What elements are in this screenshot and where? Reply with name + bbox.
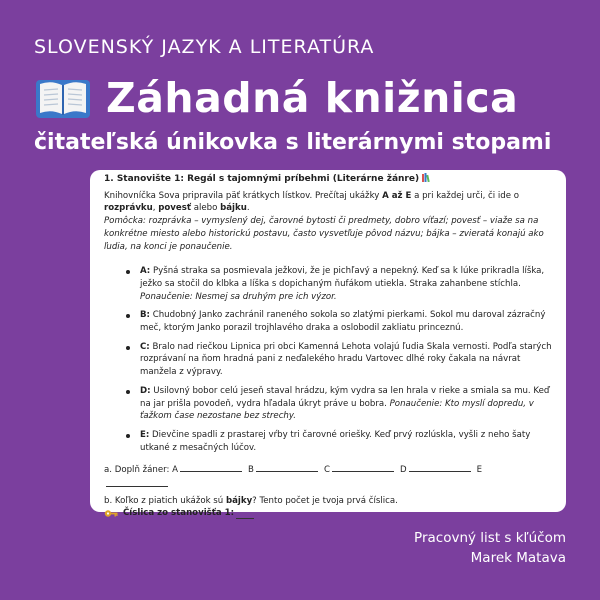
intro-part: Knihovníčka Sova pripravila päť krátkych lístkov. Prečítaj ukážky [104, 190, 383, 201]
genre-letter: E [476, 465, 483, 476]
item-letter: A: [140, 266, 151, 277]
list-item [104, 429, 552, 454]
genre-blank[interactable] [409, 462, 471, 472]
genre-blank[interactable] [256, 462, 318, 472]
item-text: Dievčine spadli z prastarej vŕby tri čarovné oriešky. Keď prvý rozlúskla, vyšli z neho šaty utkané z mesačných lúčov. [140, 429, 531, 453]
subject-label: SLOVENSKÝ JAZYK A LITERATÚRA [34, 36, 375, 58]
item-text: Bralo nad riečkou Lipnica pri obci Kamenná Lehota volajú ľudia Skala vernosti. Podľa starých rozprávaní na ňom hradná pani z neďalekého hradu Vartovec dlhé roky čakala na návrat manžela z výpravy. [140, 341, 552, 378]
genre-blank[interactable] [106, 477, 168, 487]
digit-blank[interactable] [236, 509, 254, 519]
page-subtitle: čitateľská únikovka s literárnymi stopami [34, 130, 552, 155]
item-letter: C: [140, 341, 150, 352]
list-item [104, 385, 552, 423]
excerpt-list [104, 265, 552, 454]
key-icon [104, 509, 118, 518]
task-a-label: a. Doplň žáner: [104, 465, 173, 476]
item-text: Usilovný bobor celú jeseň staval hrádzu, kým vydra sa len hrala v rieke a smiala sa mu. Keď na jar prišla povodeň, vydra hľadala úkryt práve u bobra. [140, 385, 550, 409]
genre-letter: D [399, 465, 407, 476]
item-text: Pyšná straka sa posmievala ježkovi, že je pichľavý a nepekný. Keď sa k lúke prikradla líška, ježko sa stočil do klbka a líška s dopichaným ňufákom utiekla. Straka zahanbene stíchla. [140, 266, 545, 289]
intro-part: alebo [190, 203, 221, 214]
intro-bold: povesť [158, 203, 191, 214]
genre-letter: B [248, 465, 254, 476]
task-b-part: b. Koľko z piatich ukážok sú [104, 495, 226, 506]
item-moral: Ponaučenie: Nesmej sa druhým pre ich výzor. [140, 291, 337, 302]
task-a [104, 462, 552, 491]
footer-author: Marek Matava [470, 550, 566, 566]
item-text: Chudobný Janko zachránil raneného sokola so zlatými pierkami. Sokol mu daroval zázračný meč, ktorým Janko porazil trojhlavého draka a oslobodil zakliatu princeznú. [140, 310, 546, 334]
list-item [104, 265, 552, 303]
list-item [104, 341, 552, 379]
item-letter: E: [140, 429, 150, 440]
list-item [104, 309, 552, 334]
intro-bold: rozprávku [104, 203, 153, 214]
books-icon [422, 173, 431, 182]
footer [414, 528, 566, 568]
genre-blank[interactable] [332, 462, 394, 472]
title-row [34, 74, 518, 122]
open-book-icon [34, 76, 92, 120]
intro-bold: bájku [220, 203, 247, 214]
intro-text [104, 190, 552, 215]
intro-part: a pri každej urči, či ide o [411, 190, 520, 201]
stanoviste-heading [104, 173, 552, 186]
task-b-bold: bájky [225, 495, 253, 506]
page-title: Záhadná knižnica [106, 74, 519, 122]
hint-text: Pomôcka: rozprávka – vymyslený dej, čarovné bytosti či predmety, dobro víťazí; povesť – viaže sa na konkrétne miesto alebo historickú postavu, často vysvetľuje pôvod názvu; bájka – zvieratá konajú ako ľudia, na konci je ponaučenie. [104, 216, 544, 252]
worksheet-card [90, 170, 566, 519]
intro-part: , [152, 203, 159, 214]
digit-label: Číslica zo stanovišťa 1: [123, 508, 235, 519]
genre-blank[interactable] [180, 462, 242, 472]
intro-part: . [246, 203, 250, 214]
item-letter: B: [140, 310, 150, 321]
item-moral: Ponaučenie: Kto myslí dopredu, v ťažkom čase nezostane bez strechy. [140, 398, 534, 422]
stanoviste-title: 1. Stanovište 1: Regál s tajomnými príbehmi (Literárne žánre) [104, 174, 420, 184]
digit-row [104, 507, 552, 520]
genre-letter: C [323, 465, 330, 476]
genre-letter: A [172, 465, 179, 476]
footer-line1: Pracovný list s kľúčom [414, 530, 566, 546]
item-letter: D: [140, 385, 151, 396]
task-b [104, 495, 552, 508]
task-b-part: ? Tento počet je tvoja prvá číslica. [252, 495, 398, 506]
intro-bold: A až E [382, 190, 412, 201]
